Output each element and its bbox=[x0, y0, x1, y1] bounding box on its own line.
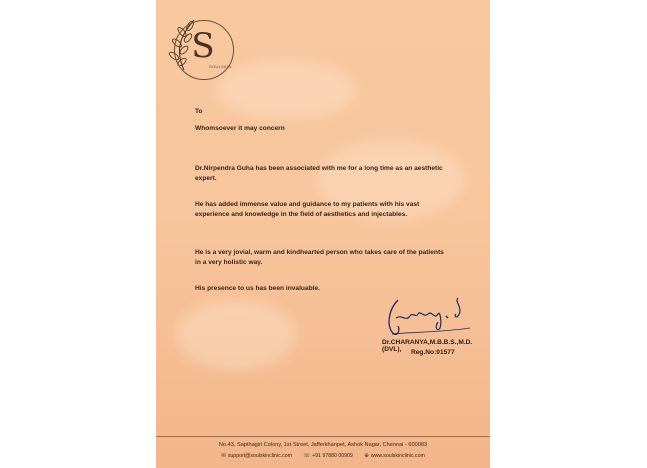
footer-contacts bbox=[156, 453, 490, 459]
paragraph: His presence to us has been invaluable. bbox=[195, 285, 320, 292]
footer-divider bbox=[156, 436, 490, 437]
signatory-name: Dr.CHARANYA,M.B.B.S.,M.D. (DVL), bbox=[382, 339, 473, 353]
logo-tagline: SOULSKIN bbox=[209, 64, 232, 69]
paragraph: He is a very jovial, warm and kindhearted person who takes care of the patients in a very holistic way. bbox=[195, 249, 444, 266]
footer-email bbox=[221, 453, 292, 459]
globe-icon: ⊕ bbox=[364, 453, 369, 459]
salutation: To bbox=[195, 108, 203, 115]
clinic-logo bbox=[164, 10, 244, 90]
paragraph: He has added immense value and guidance to my patients with his vast experience and knowledge in the field of aesthetics and injectables. bbox=[195, 201, 420, 218]
signatory-registration: Reg.No:91577 bbox=[411, 349, 455, 356]
handwritten-signature bbox=[384, 288, 474, 340]
footer-website bbox=[364, 453, 425, 459]
phone-text: +91 97880 00909 bbox=[312, 453, 353, 459]
letterhead-page bbox=[156, 0, 490, 468]
paper-texture bbox=[176, 300, 296, 370]
footer-address: No.43, Sapthagiri Colony, 1st Street, Jafferkhanpet, Ashok Nagar, Chennai - 600083 bbox=[218, 442, 428, 448]
email-text: support@soulskinclinic.com bbox=[227, 453, 292, 459]
phone-icon: ☏ bbox=[303, 453, 311, 459]
footer-phone bbox=[303, 453, 352, 459]
paragraph: Dr.Nirpendra Guha has been associated with me for a long time as an aesthetic expert. bbox=[195, 165, 443, 182]
website-text: www.soulskinclinic.com bbox=[370, 453, 425, 459]
recipient: Whomsoever it may concern bbox=[195, 125, 285, 132]
logo-letter: S bbox=[191, 26, 215, 66]
email-icon: ✉ bbox=[221, 453, 226, 459]
